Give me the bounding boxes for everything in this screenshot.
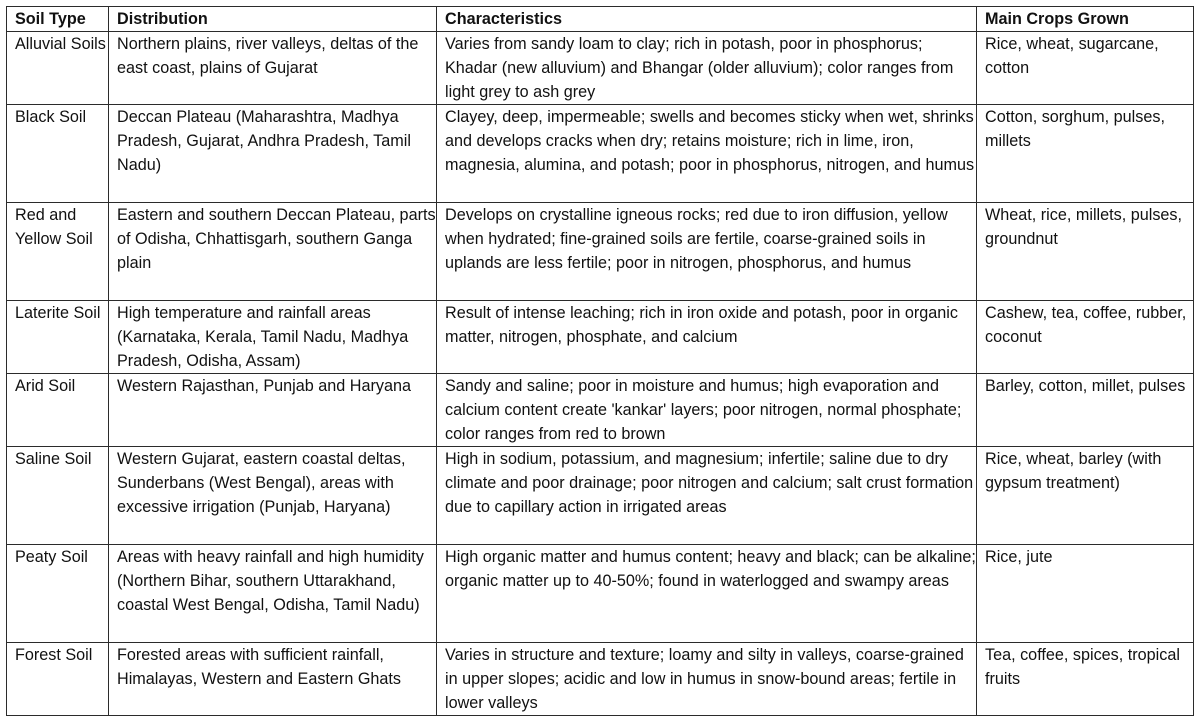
table-row [7, 203, 1194, 301]
cell-characteristics: Develops on crystalline igneous rocks; red due to iron diffusion, yellow when hydrated; fine-grained soils are fertile, coarse-grained soils in uplands are less fertile; poor in nitrogen, phosphorus, and humus [437, 203, 977, 301]
header-soil-type: Soil Type [7, 7, 109, 32]
table-row [7, 105, 1194, 203]
table-row [7, 301, 1194, 374]
cell-soil-type: Arid Soil [7, 374, 109, 447]
cell-main-crops: Rice, jute [977, 545, 1194, 643]
cell-characteristics: Clayey, deep, impermeable; swells and becomes sticky when wet, shrinks and develops cracks when dry; retains moisture; rich in lime, iron, magnesia, alumina, and potash; poor in phosphorus, nitrogen, and humus [437, 105, 977, 203]
cell-main-crops: Barley, cotton, millet, pulses [977, 374, 1194, 447]
cell-characteristics: High in sodium, potassium, and magnesium; infertile; saline due to dry climate and poor drainage; poor nitrogen and calcium; salt crust formation due to capillary action in irrigated areas [437, 447, 977, 545]
table-row [7, 374, 1194, 447]
soil-types-table [6, 6, 1194, 716]
cell-main-crops: Rice, wheat, sugarcane, cotton [977, 32, 1194, 105]
cell-distribution: Western Rajasthan, Punjab and Haryana [109, 374, 437, 447]
cell-main-crops: Cotton, sorghum, pulses, millets [977, 105, 1194, 203]
cell-soil-type: Forest Soil [7, 643, 109, 716]
cell-distribution: Forested areas with sufficient rainfall, Himalayas, Western and Eastern Ghats [109, 643, 437, 716]
cell-soil-type: Peaty Soil [7, 545, 109, 643]
header-characteristics: Characteristics [437, 7, 977, 32]
table-row [7, 32, 1194, 105]
cell-distribution: Western Gujarat, eastern coastal deltas, Sunderbans (West Bengal), areas with excessive irrigation (Punjab, Haryana) [109, 447, 437, 545]
cell-main-crops: Rice, wheat, barley (with gypsum treatment) [977, 447, 1194, 545]
table-row [7, 643, 1194, 716]
cell-characteristics: Varies from sandy loam to clay; rich in potash, poor in phosphorus; Khadar (new alluvium) and Bhangar (older alluvium); color ranges from light grey to ash grey [437, 32, 977, 105]
cell-main-crops: Tea, coffee, spices, tropical fruits [977, 643, 1194, 716]
header-row [7, 7, 1194, 32]
header-main-crops: Main Crops Grown [977, 7, 1194, 32]
cell-characteristics: Result of intense leaching; rich in iron oxide and potash, poor in organic matter, nitrogen, phosphate, and calcium [437, 301, 977, 374]
cell-distribution: Areas with heavy rainfall and high humidity (Northern Bihar, southern Uttarakhand, coastal West Bengal, Odisha, Tamil Nadu) [109, 545, 437, 643]
table-row [7, 545, 1194, 643]
cell-characteristics: Sandy and saline; poor in moisture and humus; high evaporation and calcium content create 'kankar' layers; poor nitrogen, normal phosphate; color ranges from red to brown [437, 374, 977, 447]
cell-main-crops: Wheat, rice, millets, pulses, groundnut [977, 203, 1194, 301]
cell-soil-type: Alluvial Soils [7, 32, 109, 105]
cell-soil-type: Laterite Soil [7, 301, 109, 374]
cell-soil-type: Saline Soil [7, 447, 109, 545]
cell-distribution: Deccan Plateau (Maharashtra, Madhya Pradesh, Gujarat, Andhra Pradesh, Tamil Nadu) [109, 105, 437, 203]
cell-distribution: Eastern and southern Deccan Plateau, parts of Odisha, Chhattisgarh, southern Ganga plain [109, 203, 437, 301]
cell-characteristics: Varies in structure and texture; loamy and silty in valleys, coarse-grained in upper slopes; acidic and low in humus in snow-bound areas; fertile in lower valleys [437, 643, 977, 716]
cell-soil-type: Red and Yellow Soil [7, 203, 109, 301]
cell-characteristics: High organic matter and humus content; heavy and black; can be alkaline; organic matter up to 40-50%; found in waterlogged and swampy areas [437, 545, 977, 643]
header-distribution: Distribution [109, 7, 437, 32]
cell-distribution: Northern plains, river valleys, deltas of the east coast, plains of Gujarat [109, 32, 437, 105]
cell-distribution: High temperature and rainfall areas (Karnataka, Kerala, Tamil Nadu, Madhya Pradesh, Odisha, Assam) [109, 301, 437, 374]
cell-main-crops: Cashew, tea, coffee, rubber, coconut [977, 301, 1194, 374]
table-row [7, 447, 1194, 545]
cell-soil-type: Black Soil [7, 105, 109, 203]
